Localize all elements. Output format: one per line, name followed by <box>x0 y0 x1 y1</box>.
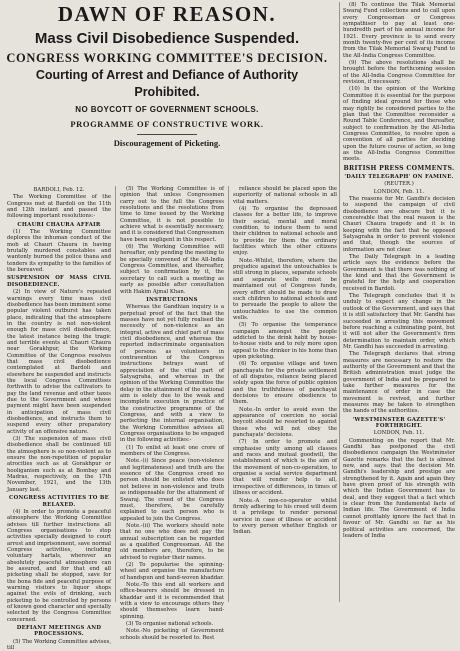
section-heading: SUSPENSION OF MASS CIVIL DISOBEDIENCE. <box>7 275 111 288</box>
paragraph: Note.-No picketing of Government schools should be resorted to. Rest <box>120 628 224 641</box>
section-headline: BRITISH PRESS COMMENTS. <box>343 164 455 172</box>
paragraph: (9) The above resolutions shall be brought before the forthcoming session of the All-India Congress Committee for revision, if necessary. <box>343 60 455 86</box>
section-heading: 'WESTMINSTER GAZETTE'S' FORTHRIGHT. <box>352 416 446 429</box>
wire-credit: (REUTER.) <box>384 181 414 188</box>
deck-headline: CONGRESS WORKING COMMITTEE'S DECISION. <box>6 51 328 65</box>
paragraph: The Telegraph declares that strong measures are necessary to restore the authority of the Government and that the British administration must judge the government of India and be prepared to take further measures for the maintenance of order in case the movement is revived, and further measures may be taken to strengthen the hands of the authorities. <box>343 351 455 415</box>
paragraph: (2) In view of Nature's repeated warnings every time mass civil disobedience has been imminent some popular violent outburst has taken place, indicating that the atmosphere in the country is not non-violent enough for mass civil disobedience, the latest instance being the tragic and terrible events at Chauri Chaura near Gorakhpur, the Working Committee of the Congress resolves that mass civil disobedience contemplated at Bardoli and elsewhere be suspended and instructs the local Congress Committees forthwith to advise the cultivators to pay the land revenue and other taxes due to the Government and whose payment might have been suspended in anticipation of mass civil disobedience, and instructs them to suspend every other preparatory activity of an offensive nature. <box>7 289 111 435</box>
paragraph: (5) The Working Committee advises, till <box>7 638 111 651</box>
section-heading: CHAURI CHAURA AFFAIR <box>17 221 101 228</box>
paragraph: The Telegraph concludes that it is unduly to expect any change in the outlook of the Government, and says that it is still satisfactory that Mr. Gandhi has succeeded in arresting this movement before reaching a culminating point, but it will not alter the Government's firm determination to maintain order, which Mr. Gandhi has succeeded in arresting. <box>343 293 455 350</box>
paragraph: (3) The suspension of mass civil disobedience shall be continued till the atmosphere is so non-violent as to ensure the non-repetition of popular atrocities such as at Gorakhpur or hooliganism such as at Bombay and Madras, respectively, on the 17th November, 1921, and the 13th January last. <box>7 436 111 493</box>
paragraph: (10) In the opinion of the Working Committee it is essential for the purpose of finding ideal ground for those who may rightly be considered parties to the plan that the Committee reconsider a Round Table Conference, and thereafter, subject to confirmation by the All-India Congress Committee, to resolve upon a convention of all parties for deciding upon the future course of action, so long as the All-India Congress Committee meets. <box>343 86 455 163</box>
paragraph: (5) The Working Committee is of opinion that unless Congressmen carry out to the full the Congress resolutions and the resolutions from time to time issued by the Working Committee, it is not possible to achieve what is essentially necessary, and it is considered that Congressmen have been negligent in this respect. <box>120 186 224 243</box>
headline-block <box>0 2 334 149</box>
paragraph: Note.-To this end all workers and office-bearers should be dressed in khaddar and it is recommended that with a view to encourage others they should themselves learn hand-spinning. <box>120 581 224 620</box>
deck-headline-5: Discouragement of Picketing. <box>113 138 221 148</box>
paragraph: The reasons for Mr. Gandhi's decision to suspend the campaign of civil disobedience are obscure but it is conceivable that the real reason is the Chauri Chaura tragedy and it is in keeping with the fact that he opposed Satyagraha in order to prevent violence and that, though the sources of information are not clear. <box>343 195 455 253</box>
paragraph: The Daily Telegraph in a leading article says the evidence before the Government is that there was nothing of the kind and that the Government is grateful for the help and cooperation received in Bardoli. <box>343 254 455 292</box>
paragraph: (7) In order to promote and emphasise unity among all classes and races and mutual goodwill, the establishment of which is the aim of the movement of non-co-operation, to organise a social service department that will render help to all, irrespective of differences, in times of illness or accident. <box>233 439 337 497</box>
paragraph: reliance should be placed upon the superiority of national schools in all vital matters. <box>233 186 337 205</box>
paragraph: Note.-(ii) The workers should note that no one who does not pay the annual subscription can be regarded as a qualified Congressman. All the old members are, therefore, to be advised to register their names. <box>120 522 224 561</box>
deck-headline-4: PROGRAMME OF CONSTRUCTIVE WORK. <box>70 119 264 129</box>
paragraph: Note.-(i) Since peace (non-violence and legitimateness) and truth are the essence of the Congress creed no person should be enlisted who does not believe in non-violence and truth as indispensable for the attainment of Swaraj. The creed of the Congress must, therefore, be carefully explained to each person who is appealed to join the Congress. <box>120 458 224 522</box>
section-heading: 'DAILY TELEGRAPH' ON FAMINE. <box>344 173 454 180</box>
article-column-2 <box>120 186 224 641</box>
column-divider <box>115 186 116 602</box>
paragraph: (6) The Working Committee will hereafter, only pending the meeting to be specially convened of the All-India Congress Committee, and thereafter, subject to confirmation by it, the secretary to call such a meeting as early as possible after consultation with Hakim Ajmal Khan. <box>120 244 224 295</box>
section-heading: CONGRESS ACTIVITIES TO BE RELAXED. <box>9 495 109 508</box>
column-divider <box>228 186 229 602</box>
deck-headline-2b: Prohibited. <box>134 85 200 99</box>
paragraph: Note.-A non-co-operator whilst firmly adhering to his creed will deem it a privilege to render personal service in case of illness or accident to every person whether English or Indian. <box>233 497 337 536</box>
paragraph: (5) To organise the temperance campaign amongst the people addicted to the drink habit by house-to-house visits and to rely more upon appeal to the drinker in his home than upon picketing. <box>233 322 337 360</box>
paragraph: (8) To continue the Tilak Memorial Swaraj Fund collections and to call upon every Congressman or Congress sympathiser to pay at least one-hundredth part of his annual income for 1921. Every province is to send every month twenty-five per cent of its income from the Tilak Memorial Swaraj Fund to the All-India Congress Committee. <box>343 2 455 59</box>
paragraph: (6) To organise village and town panchayats for the private settlement of all disputes, reliance being placed solely upon the force of public opinion and the truthfulness of panchayat decisions to ensure obedience to them. <box>233 361 337 406</box>
divider-rule <box>137 134 197 135</box>
article-column-4 <box>343 2 455 602</box>
paragraph: Commenting on the report that Mr. Gandhi has postponed the civil disobedience campaign the Westminster Gazette remarks that the fact is almost new, and says that the decision Mr. Gandhi's leadership and prestige are strengthened by it. Again and again they have given proof of his strength with which the Indian Government has to deal, and they suggest that a fact which is clear from the fundamental facts of Indian life. The Government of India cannot profitably ignore the fact that in favour of Mr. Gandhi so far as his political activities are concerned, the leaders of India <box>343 437 455 539</box>
dateline: LONDON, Feb. 11. <box>373 430 425 437</box>
paragraph: Whereas the Gandhian inquiry is a perpetual proof of the fact that the masses have not yet fully realised the necessity of non-violence as an integral, active and chief part of mass civil disobedience, and whereas the reported indiscriminate organisation of persons as volunteers in contravention of the Congress instructions betrays want of appreciation of the vital part of Satyagraha, and whereas in the opinion of the Working Committee the delay in the attainment of the national aim is solely due to the weak and incomplete execution in practice of the constructive programme of the Congress, and with a view to perfecting the internal organisation, the Working Committee advises all Congress organisations to be engaged in the following activities:- <box>120 304 224 444</box>
dateline: BARDOLI, Feb. 12. <box>33 187 85 193</box>
paragraph: (4) In order to promote a peaceful atmosphere the Working Committee advises till further instructions all Congress organisations to stop activities specially designed to court arrest and imprisonment, save normal Congress activities, including voluntary hartals, wherever an absolutely peaceful atmosphere can be assured, and for that end all picketing shall be stopped, save for the bona fide and peaceful purpose of warning visitors to liquor shops against the evils of drinking, such picketing to be controlled by persons of known good character and specially selected by the Congress Committee concerned. <box>7 508 111 623</box>
paragraph: (3) To organise national schools. <box>126 621 214 628</box>
sub-headline: Mass Civil Disobedience Suspended. <box>34 30 300 47</box>
column-divider <box>339 2 340 602</box>
main-headline: DAWN OF REASON. <box>57 2 277 26</box>
paragraph: (1) The Working Committee deplores the inhuman conduct of the mob at Chauri Chaura in having brutally murdered constables and wantonly burned the police thana and tenders its sympathy to the families of the bereaved. <box>7 229 111 274</box>
article-column-3 <box>233 186 337 602</box>
section-heading: DEFIANT MEETINGS AND PROCESSIONS. <box>16 625 102 638</box>
paragraph: (4) To organise the depressed classes for a better life, to improve their social, mental and moral condition, to induce them to send their children to national schools and to provide for them the ordinary facilities which the other citizens enjoy. <box>233 206 337 257</box>
paragraph: The Working Committee of the Congress met at Bardoli on the 11th and 12th instant and passed the following important resolutions:- <box>7 194 111 220</box>
section-heading: INSTRUCTIONS <box>146 296 198 303</box>
article-column-1 <box>7 186 111 651</box>
deck-headline-2a: Courting of Arrest and Defiance of Authority <box>35 68 299 82</box>
deck-headline-3: NO BOYCOTT OF GOVERNMENT SCHOOLS. <box>75 105 259 114</box>
paragraph: Note.-Whilst, therefore, where the prejudice against the untouchables is still strong in places, separate schools and separate wells must be maintained out of Congress funds, every effort should be made to draw such children to national schools and to persuade the people to allow the untouchables to use the common wells. <box>233 257 337 321</box>
paragraph: (1) To enlist at least one crore of members of the Congress. <box>120 444 224 458</box>
paragraph: (2) To popularise the spinning-wheel and organise the manufacture of handspun and hand-woven khaddar. <box>120 561 224 581</box>
paragraph: Note.-In order to avoid even the appearance of coercion no social boycott should be resorted to against those who will not obey the panchayats' decisions. <box>233 406 337 439</box>
dateline: LONDON, Feb. 11. <box>373 188 425 195</box>
